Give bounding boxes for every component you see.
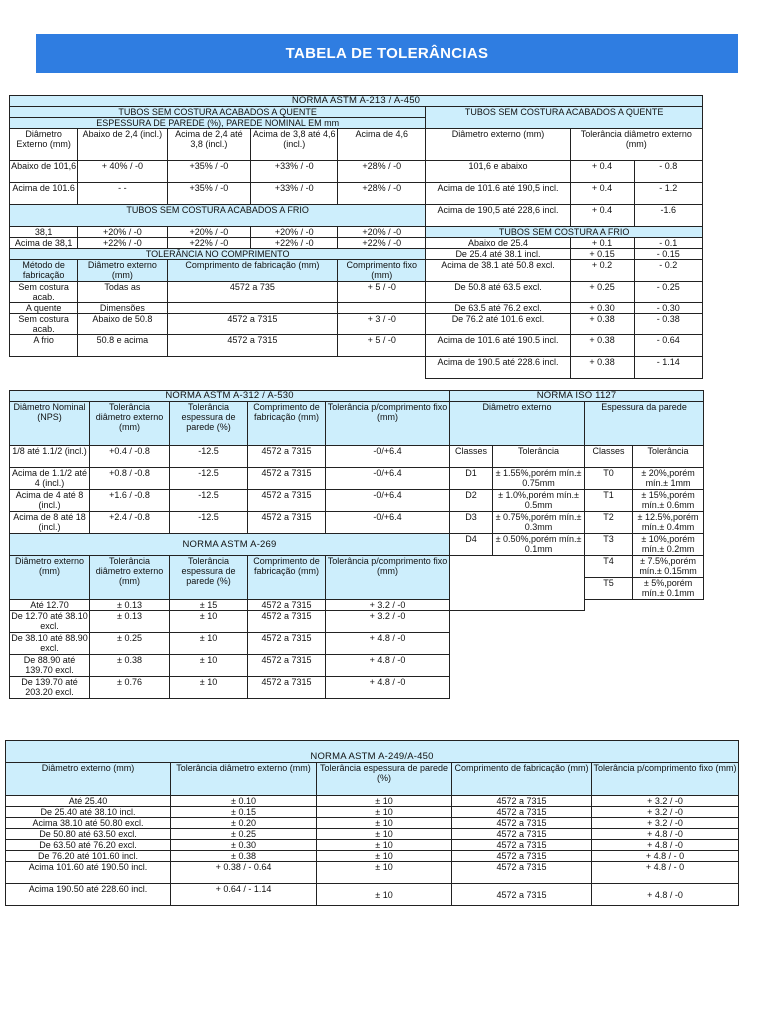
table-cell: Acima de 101.6 (10, 183, 78, 205)
section-heading: TUBOS SEM COSTURA ACABADOS A QUENTE (10, 107, 426, 118)
table-cell: De 63.5 até 76.2 excl. (426, 303, 570, 314)
empty-cell (450, 556, 585, 611)
column-header: Comprimento fixo (mm) (338, 260, 426, 282)
table-cell: De 12.70 até 38.10 excl. (11, 611, 88, 631)
table-cell: + 4.8 / -0 (326, 633, 450, 655)
table-cell: +20% / -0 (338, 227, 426, 238)
table-cell: ± 7.5%,porém mín.± 0.15mm (633, 556, 704, 578)
table-cell: +35% / -0 (167, 161, 251, 183)
table-cell: +28% / -0 (338, 183, 426, 205)
table-cell: -0/+6.4 (326, 490, 450, 512)
column-header: Espessura da parede (585, 402, 704, 446)
table-cell: 4572 a 7315 (248, 677, 326, 699)
table-cell: ± 1.0%,porém mín.± 0.5mm (493, 490, 585, 512)
table-cell: D1 (450, 468, 493, 490)
column-header: Comprimento de fabricação (mm) (167, 260, 338, 282)
empty-cell (450, 633, 704, 655)
column-header: Classes (585, 446, 633, 468)
column-header: Diâmetro externo (450, 402, 585, 446)
section-heading: TUBOS SEM COSTURA A FRIO (426, 227, 703, 238)
table-cell: T5 (585, 578, 633, 600)
table-cell: 4572 a 7315 (452, 862, 592, 884)
column-header: Comprimento de fabricação (mm) (452, 763, 592, 796)
column-header: Comprimento de fabricação (mm) (248, 402, 326, 446)
table-cell: ± 0.76 (90, 677, 170, 699)
table-cell: +0.4 / -0.8 (90, 446, 170, 468)
table-cell: ± 10 (317, 796, 452, 807)
table-cell: +28% / -0 (338, 161, 426, 183)
column-header: Acima de 4,6 (338, 129, 426, 161)
table-cell: D4 (450, 534, 493, 556)
table-cell: + 4.8 / -0 (592, 884, 739, 906)
table-cell: + 0.64 / - 1.14 (171, 884, 317, 906)
column-header: Tolerância p/comprimento fixo (mm) (326, 402, 450, 446)
table-cell: 4572 a 7315 (452, 829, 592, 840)
table-cell: 4572 a 7315 (452, 884, 592, 906)
table-cell: Sem costura acab. (10, 314, 78, 335)
table-cell: 4572 a 7315 (248, 633, 326, 655)
column-header: Tolerância espessura de parede (%) (170, 402, 248, 446)
table-cell: + 0.38 (570, 314, 634, 335)
column-header: Classes (450, 446, 493, 468)
table-cell: - 0.1 (634, 238, 703, 249)
table-cell: 4572 a 7315 (452, 818, 592, 829)
table-cell: + 40% / -0 (78, 161, 167, 183)
table-cell: A quente (10, 303, 78, 314)
norma-title: NORMA ISO 1127 (450, 391, 704, 402)
table-cell: De 76.2 até 101.6 excl. (426, 314, 570, 335)
table-cell: ± 0.20 (171, 818, 317, 829)
table-cell: Acima 38.10 até 50.80 excl. (6, 818, 171, 829)
table-astm-a312 (9, 390, 704, 699)
table-cell: Acima 190.50 até 228.60 incl. (6, 884, 171, 906)
table-cell: - 1.2 (634, 183, 703, 205)
column-header: Tolerância p/comprimento fixo (mm) (592, 763, 739, 796)
table-cell: + 4.8 / - 0 (592, 862, 739, 884)
table-cell: 4572 a 7315 (248, 468, 326, 490)
table-cell: -12.5 (170, 512, 248, 534)
column-header: Tolerância diâmetro externo (mm) (570, 129, 702, 161)
table-cell: Até 12.70 (10, 600, 90, 611)
table-cell: 4572 a 7315 (248, 512, 326, 534)
table-cell: Acima de 38,1 (10, 238, 78, 249)
table-cell: T1 (585, 490, 633, 512)
table-cell: 4572 a 7315 (248, 611, 326, 633)
table-cell: 4572 a 7315 (167, 314, 338, 335)
table-cell: + 0.4 (570, 183, 634, 205)
table-cell: + 4.8 / -0 (592, 840, 739, 851)
column-header: Acima de 2,4 até 3,8 (incl.) (167, 129, 251, 161)
table-cell: T0 (585, 468, 633, 490)
table-cell: ± 10 (170, 633, 248, 655)
column-header: Tolerância diâmetro externo (mm) (171, 763, 317, 796)
table-cell: -12.5 (170, 468, 248, 490)
table-cell: ± 1.55%,porém mín.± 0.75mm (493, 468, 585, 490)
table-cell: ± 10 (317, 851, 452, 862)
table-cell: 4572 a 7315 (248, 490, 326, 512)
norma-title: NORMA ASTM A-249/A-450 (6, 741, 739, 763)
table-cell: ± 10 (317, 829, 452, 840)
table-cell: 4572 a 7315 (452, 796, 592, 807)
table-cell: 4572 a 7315 (452, 807, 592, 818)
table-cell: ± 10 (170, 611, 248, 633)
table-cell: - 1.14 (634, 357, 703, 379)
table-cell: Acima de 101.6 até 190,5 incl. (426, 183, 570, 205)
table-cell: +20% / -0 (167, 227, 251, 238)
table-cell: + 3.2 / -0 (592, 796, 739, 807)
empty-cell (10, 357, 426, 379)
table-cell: -0/+6.4 (326, 468, 450, 490)
section-subheading: ESPESSURA DE PAREDE (%), PAREDE NOMINAL EM mm (10, 118, 426, 129)
table-cell: De 88.90 até 139.70 excl. (10, 655, 90, 677)
table-cell: - 0.2 (634, 260, 703, 282)
table-cell: Até 25.40 (6, 796, 171, 807)
column-header: Tolerância diâmetro externo (mm) (90, 402, 170, 446)
table-cell: ± 0.13 (90, 600, 170, 611)
table-cell: ± 0.38 (90, 655, 170, 677)
table-cell: ± 10 (170, 655, 248, 677)
table-cell: +1.6 / -0.8 (90, 490, 170, 512)
column-header: Comprimento de fabricação (mm) (248, 556, 326, 600)
table-cell: ± 5%,porém mín.± 0.1mm (633, 578, 704, 600)
table-cell: + 3 / -0 (338, 314, 426, 335)
table-cell: De 25.40 até 38.10 incl. (6, 807, 171, 818)
table-cell: 4572 a 7315 (248, 600, 326, 611)
table-cell: + 5 / -0 (338, 335, 426, 357)
table-cell: ± 10%,porém mín.± 0.2mm (633, 534, 704, 556)
table-cell: -12.5 (170, 490, 248, 512)
table-cell: ± 10 (317, 840, 452, 851)
table-cell: T2 (585, 512, 633, 534)
table-cell: - 0.8 (634, 161, 703, 183)
table-cell: Todas as (78, 282, 167, 303)
table-cell: +20% / -0 (251, 227, 338, 238)
column-header: Tolerância (633, 446, 704, 468)
column-header: Diâmetro externo (mm) (78, 260, 167, 282)
table-cell: T3 (585, 534, 633, 556)
table-cell: + 0.4 (570, 161, 634, 183)
table-cell: + 4.8 / -0 (326, 677, 450, 699)
table-cell: Dimensões (78, 303, 167, 314)
table-cell: +2.4 / -0.8 (90, 512, 170, 534)
table-cell: 4572 a 735 (167, 282, 338, 303)
page-title: TABELA DE TOLERÂNCIAS (285, 45, 489, 62)
table-cell: Acima de 190,5 até 228,6 incl. (426, 205, 570, 227)
table-cell: 1/8 até 1.1/2 (incl.) (10, 446, 90, 468)
table-cell (338, 303, 426, 314)
column-header: Tolerância espessura de parede (%) (170, 556, 248, 600)
table-cell: 101,6 e abaixo (426, 161, 570, 183)
column-header: Acima de 3,8 até 4,6 (incl.) (251, 129, 338, 161)
column-header: Tolerância diâmetro externo (mm) (90, 556, 170, 600)
table-cell: + 4.8 / - 0 (592, 851, 739, 862)
empty-cell (585, 600, 704, 611)
table-cell: +22% / -0 (78, 238, 167, 249)
column-header: Método de fabricação (10, 260, 78, 282)
table-cell: T4 (585, 556, 633, 578)
table-astm-a213 (9, 95, 703, 379)
table-cell: Abaixo de 25.4 (426, 238, 570, 249)
table-cell: + 0.4 (570, 205, 634, 227)
table-cell: + 3.2 / -0 (326, 600, 450, 611)
section-heading: TUBOS SEM COSTURA ACABADOS A FRIO (10, 205, 426, 227)
table-cell: De 38.10 até 88.90 excl. (11, 633, 88, 653)
table-astm-a249 (5, 740, 739, 906)
table-cell: +22% / -0 (338, 238, 426, 249)
table-cell: Acima de 1.1/2 até 4 (incl.) (10, 468, 90, 490)
table-cell: Acima de 8 até 18 (incl.) (10, 512, 90, 534)
table-cell: - 0.30 (634, 303, 703, 314)
table-cell: ± 0.15 (171, 807, 317, 818)
table-cell: ± 0.13 (90, 611, 170, 633)
table-cell: -12.5 (170, 446, 248, 468)
table-cell: Acima de 101.6 até 190.5 incl. (426, 335, 570, 357)
table-cell: A frio (10, 335, 78, 357)
norma-title: NORMA ASTM A-269 (10, 534, 450, 556)
table-cell: +35% / -0 (167, 183, 251, 205)
table-cell: De 25.4 até 38.1 incl. (426, 249, 570, 260)
table-cell: 50.8 e acima (78, 335, 167, 357)
table-cell: De 50.8 até 63.5 excl. (426, 282, 570, 303)
title-banner (36, 34, 738, 73)
empty-cell (450, 655, 704, 677)
table-cell: Acima de 4 até 8 (incl.) (10, 490, 90, 512)
empty-cell (450, 611, 704, 633)
table-cell: -1.6 (634, 205, 703, 227)
table-cell: ± 0.30 (171, 840, 317, 851)
empty-cell (450, 677, 704, 699)
table-cell: De 76.20 até 101.60 incl. (6, 851, 171, 862)
table-cell: + 0.38 (570, 335, 634, 357)
table-cell: +33% / -0 (251, 183, 338, 205)
table-cell: ± 0.50%,porém mín.± 0.1mm (493, 534, 585, 556)
table-cell: - 0.15 (634, 249, 703, 260)
table-cell: ± 10 (317, 884, 452, 906)
table-cell: ± 20%,porém mín.± 1mm (633, 468, 704, 490)
table-cell: ± 0.25 (90, 633, 170, 655)
table-cell: + 0.30 (570, 303, 634, 314)
column-header: Diâmetro externo (mm) (10, 556, 90, 600)
table-cell: + 3.2 / -0 (592, 818, 739, 829)
column-header: Tolerância espessura de parede (%) (317, 763, 452, 796)
table-cell: ± 0.38 (171, 851, 317, 862)
table-cell (167, 303, 338, 314)
table-cell: 4572 a 7315 (248, 446, 326, 468)
table-cell: ± 15%,porém mín.± 0.6mm (633, 490, 704, 512)
table-cell: De 63.50 até 76.20 excl. (6, 840, 171, 851)
column-header: Diâmetro externo (mm) (6, 763, 171, 796)
table-cell: Abaixo de 50.8 (78, 314, 167, 335)
table-cell: +33% / -0 (251, 161, 338, 183)
table-cell: De 139.70 até 203.20 excl. (10, 677, 90, 699)
table-cell: Abaixo de 101,6 (10, 161, 78, 183)
table-cell: + 0.1 (570, 238, 634, 249)
table-cell: + 0.38 / - 0.64 (171, 862, 317, 884)
table-cell: Acima de 190.5 até 228.6 incl. (426, 357, 570, 379)
table-cell: ± 15 (170, 600, 248, 611)
column-header: Diâmetro Nominal (NPS) (10, 402, 90, 446)
table-cell: 38,1 (10, 227, 78, 238)
table-cell: + 4.8 / -0 (326, 655, 450, 677)
column-header: Diâmetro externo (mm) (426, 129, 570, 161)
table-cell: + 0.2 (570, 260, 634, 282)
table-cell: ± 0.10 (171, 796, 317, 807)
column-header: Abaixo de 2,4 (incl.) (78, 129, 167, 161)
table-cell: D2 (450, 490, 493, 512)
table-cell: + 3.2 / -0 (592, 807, 739, 818)
table-cell: 4572 a 7315 (167, 335, 338, 357)
column-header: Tolerância p/comprimento fixo (mm) (326, 556, 450, 600)
table-cell: +22% / -0 (251, 238, 338, 249)
table-cell: 4572 a 7315 (452, 851, 592, 862)
table-cell: 4572 a 7315 (452, 840, 592, 851)
column-header: Diâmetro Externo (mm) (10, 129, 78, 161)
table-cell: Acima 101.60 até 190.50 incl. (6, 862, 171, 884)
column-header: Tolerância (493, 446, 585, 468)
table-cell: - 0.64 (634, 335, 703, 357)
table-cell: 4572 a 7315 (248, 655, 326, 677)
table-cell: +22% / -0 (167, 238, 251, 249)
table-cell: + 5 / -0 (338, 282, 426, 303)
table-cell: + 0.25 (570, 282, 634, 303)
table-cell: De 50.80 até 63.50 excl. (6, 829, 171, 840)
table-cell: + 0.15 (570, 249, 634, 260)
table-cell: ± 12.5%,porém mín.± 0.4mm (633, 512, 704, 534)
table-cell: - - (78, 183, 167, 205)
section-heading: TOLERÂNCIA NO COMPRIMENTO (10, 249, 426, 260)
table-cell: ± 0.25 (171, 829, 317, 840)
table-cell: + 0.38 (570, 357, 634, 379)
norma-title: NORMA ASTM A-213 / A-450 (10, 96, 703, 107)
table-cell: D3 (450, 512, 493, 534)
table-cell: ± 0.75%,porém mín.± 0.3mm (493, 512, 585, 534)
table-cell: +0.8 / -0.8 (90, 468, 170, 490)
table-cell: - 0.38 (634, 314, 703, 335)
table-cell: + 3.2 / -0 (326, 611, 450, 633)
table-cell: ± 10 (170, 677, 248, 699)
table-cell: ± 10 (317, 818, 452, 829)
table-cell: ± 10 (317, 862, 452, 884)
norma-title: NORMA ASTM A-312 / A-530 (10, 391, 450, 402)
table-cell: -0/+6.4 (326, 512, 450, 534)
section-heading: TUBOS SEM COSTURA ACABADOS A QUENTE (426, 107, 703, 129)
table-cell: ± 10 (317, 807, 452, 818)
table-cell: -0/+6.4 (326, 446, 450, 468)
table-cell: +20% / -0 (78, 227, 167, 238)
table-cell: Sem costura acab. (10, 282, 78, 303)
table-cell: + 4.8 / -0 (592, 829, 739, 840)
table-cell: Acima de 38.1 até 50.8 excl. (426, 260, 570, 282)
table-cell: - 0.25 (634, 282, 703, 303)
